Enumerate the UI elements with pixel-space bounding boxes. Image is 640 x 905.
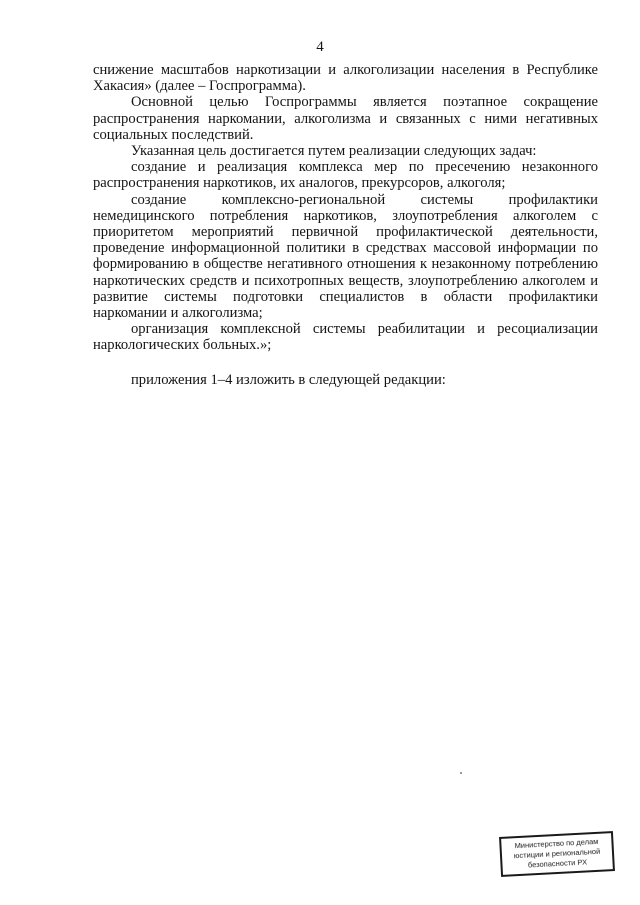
scan-speck [460,772,462,774]
paragraph-program-name-end: снижение масштабов наркотизации и алкоголизации населения в Республике Хакасия» (далее – Госпрограмма). [93,62,598,95]
page-number: 4 [316,39,324,55]
ministry-stamp [499,831,615,877]
paragraph-task-suppression: создание и реализация комплекса мер по пресечению незаконного распространения наркотиков, их аналогов, прекурсоров, алкоголя; [93,159,598,192]
paragraph-main-goal: Основной целью Госпрограммы является поэтапное сокращение распространения наркомании, алкоголизма и связанных с ними негативных социальных последствий. [93,94,598,143]
paragraph-appendices: приложения 1–4 изложить в следующей редакции: [131,371,446,388]
stamp-line-1: Министерство по делам [514,836,599,851]
paragraph-task-rehabilitation: организация комплексной системы реабилитации и ресоциализации наркологических больных.»; [93,321,598,354]
paragraph-tasks-intro: Указанная цель достигается путем реализации следующих задач: [131,143,537,160]
document-body [93,62,598,388]
stamp-line-2: юстиции и региональной [513,846,601,861]
paragraph-task-prevention: создание комплексно-региональной системы профилактики немедицинского потребления наркотиков, злоупотребления алкоголем с приоритетом мероприятий первичной профилактической деятельности, проведение информационной политики в средствах массовой информации по формированию в обществе негативного отношения к незаконному потреблению наркотических средств и психотропных веществ, злоупотреблению алкоголем и развитие системы подготовки специалистов в области профилактики наркомании и алкоголизма; [93,191,598,322]
stamp-line-3: безопасности РХ [527,857,588,870]
